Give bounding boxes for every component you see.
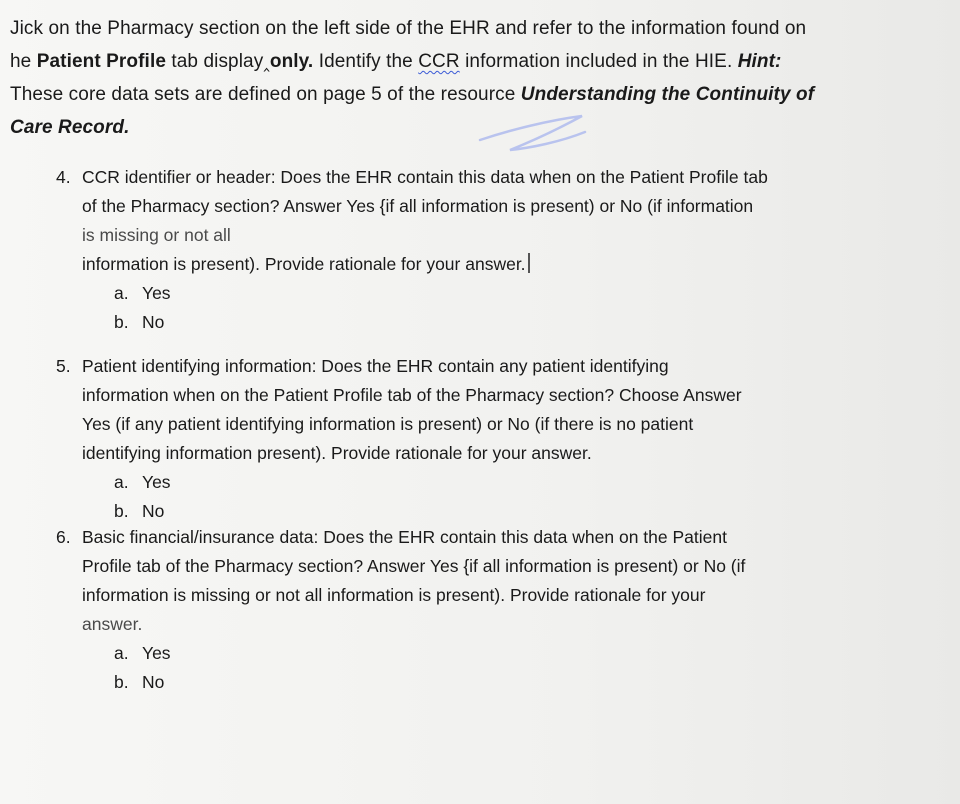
pen-scribble <box>470 108 590 158</box>
option-letter: a. <box>114 472 129 492</box>
option-a[interactable] <box>114 279 826 308</box>
intro-line-2-a: he <box>10 51 32 72</box>
question-line: Basic financial/insurance data: Does the EHR contain this data when on the Patient <box>82 527 727 547</box>
question-text <box>82 163 826 279</box>
option-a[interactable] <box>114 468 826 497</box>
question-line: CCR identifier or header: Does the EHR contain this data when on the Patient Profile tab <box>82 167 768 187</box>
intro-line-2 <box>10 45 850 78</box>
question-5 <box>56 352 826 526</box>
answer-options <box>114 639 826 697</box>
intro-line-2-c: tab display <box>171 51 264 72</box>
option-b[interactable] <box>114 308 826 337</box>
question-line: answer. <box>82 614 143 634</box>
question-4 <box>56 163 826 337</box>
question-number: 4. <box>56 167 71 187</box>
question-6 <box>56 523 826 697</box>
answer-options <box>114 468 826 526</box>
question-line: information is missing or not all information is present). Provide rationale for your <box>82 585 706 605</box>
option-letter: a. <box>114 283 129 303</box>
question-line: Profile tab of the Pharmacy section? Answer Yes {if all information is present) or No (if <box>82 556 746 576</box>
question-text <box>82 523 826 639</box>
question-number: 5. <box>56 356 71 376</box>
text-cursor <box>528 253 531 273</box>
option-label: Yes <box>142 283 171 303</box>
option-label: No <box>142 501 165 521</box>
question-line: identifying information present). Provide rationale for your answer. <box>82 443 592 463</box>
option-label: Yes <box>142 643 171 663</box>
ccr-term: CCR <box>418 51 460 72</box>
intro-line-3 <box>10 78 850 111</box>
patient-profile-label: Patient Profile <box>36 51 166 72</box>
intro-line-4: Care Record. <box>10 117 130 138</box>
question-line-text: information is present). Provide rationale for your answer. <box>82 254 526 274</box>
question-line: information when on the Patient Profile tab of the Pharmacy section? Choose Answer <box>82 385 742 405</box>
intro-line-1: Jick on the Pharmacy section on the left side of the EHR and refer to the information found on <box>10 18 807 39</box>
question-line: is missing or not all <box>82 225 231 245</box>
hint-label: Hint: <box>737 51 782 72</box>
intro-line-2-g: information included in the HIE. <box>465 51 733 72</box>
question-line: Yes (if any patient identifying information is present) or No (if there is no patient <box>82 414 694 434</box>
option-letter: b. <box>114 312 129 332</box>
question-text <box>82 352 826 468</box>
option-b[interactable] <box>114 668 826 697</box>
option-letter: b. <box>114 672 129 692</box>
answer-options <box>114 279 826 337</box>
resource-title: Understanding the Continuity of <box>520 84 815 105</box>
option-label: Yes <box>142 472 171 492</box>
option-label: No <box>142 672 165 692</box>
option-b[interactable] <box>114 497 826 526</box>
only-label: only. <box>269 51 314 72</box>
question-number: 6. <box>56 527 71 547</box>
question-line <box>82 250 826 279</box>
option-letter: b. <box>114 501 129 521</box>
intro-line-3-a: These core data sets are defined on page 5 of the resource <box>10 84 516 105</box>
option-a[interactable] <box>114 639 826 668</box>
question-line: of the Pharmacy section? Answer Yes {if all information is present) or No (if information <box>82 196 754 216</box>
instructions-paragraph <box>10 12 850 144</box>
option-letter: a. <box>114 643 129 663</box>
option-label: No <box>142 312 165 332</box>
caret-mark: ‸ <box>263 51 270 72</box>
question-line: Patient identifying information: Does the EHR contain any patient identifying <box>82 356 669 376</box>
intro-line-2-e: Identify the <box>318 51 413 72</box>
